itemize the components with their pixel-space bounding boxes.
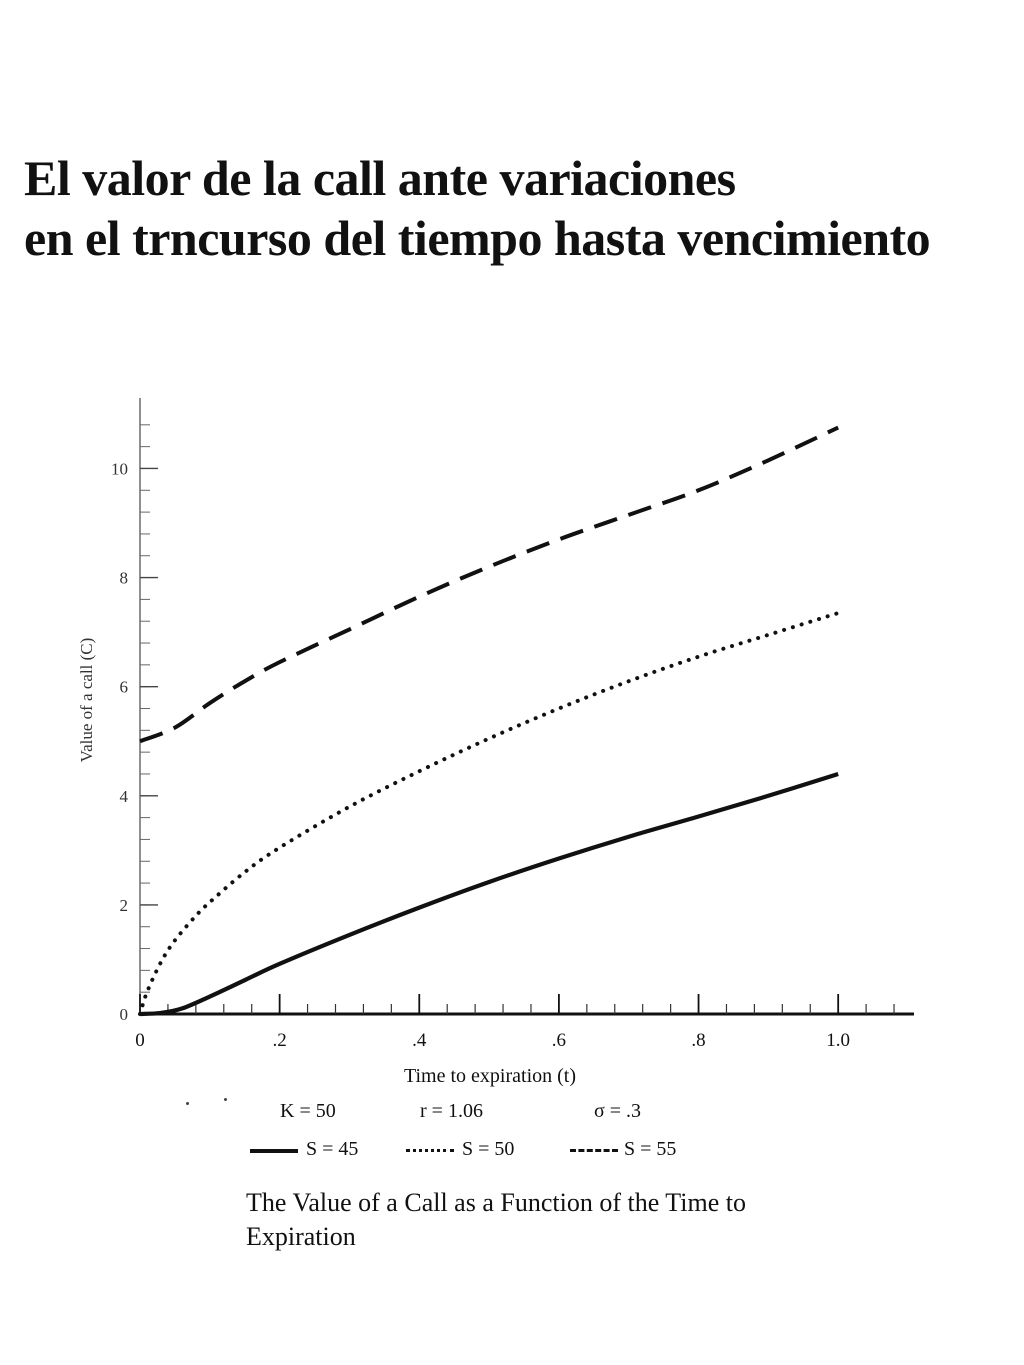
call-value-chart [0, 380, 1024, 1100]
x-tick-label: .4 [412, 1030, 427, 1051]
y-tick-label: 10 [111, 459, 128, 479]
chart-ticks [111, 425, 894, 1051]
slide-title [24, 148, 1014, 268]
x-tick-label: 0 [135, 1030, 145, 1051]
param-r: r = 1.06 [420, 1100, 483, 1122]
legend-dashed-line-icon [570, 1149, 618, 1152]
x-tick-label: 1.0 [826, 1030, 851, 1051]
x-tick-label: .2 [272, 1030, 287, 1051]
figure-caption: The Value of a Call as a Function of the Time to Expiration [246, 1188, 746, 1251]
legend-dotted-line-icon [406, 1149, 454, 1152]
series-line-dashed [140, 428, 838, 742]
slide-title-line-2: en el trncurso del tiempo hasta vencimiento [24, 210, 931, 266]
parameter-row [240, 1100, 840, 1138]
legend-label-s55: S = 55 [624, 1138, 677, 1160]
scan-speck [224, 1098, 227, 1101]
legend-label-s45: S = 45 [306, 1138, 359, 1160]
x-axis-label: Time to expiration (t) [403, 1065, 577, 1087]
y-tick-label: 8 [119, 568, 128, 588]
legend [240, 1138, 840, 1176]
param-sigma: σ = .3 [594, 1100, 642, 1122]
y-axis-label: Value of a call (C) [77, 637, 96, 763]
scan-speck [186, 1102, 189, 1105]
chart-parameters [240, 1100, 840, 1176]
legend-label-s50: S = 50 [462, 1138, 515, 1160]
x-tick-label: .6 [551, 1030, 567, 1051]
chart-axes [140, 398, 914, 1014]
series-line-solid [140, 774, 838, 1014]
series-line-dotted [140, 613, 838, 1014]
y-tick-label: 2 [119, 895, 128, 915]
y-tick-label: 6 [119, 677, 128, 697]
legend-solid-line-icon [250, 1149, 298, 1153]
slide-title-line-1: El valor de la call ante variaciones [24, 150, 736, 206]
y-tick-label: 4 [119, 786, 128, 806]
y-tick-label: 0 [119, 1005, 128, 1024]
param-k: K = 50 [280, 1100, 336, 1122]
chart-series [140, 428, 838, 1014]
x-tick-label: .8 [691, 1030, 706, 1051]
